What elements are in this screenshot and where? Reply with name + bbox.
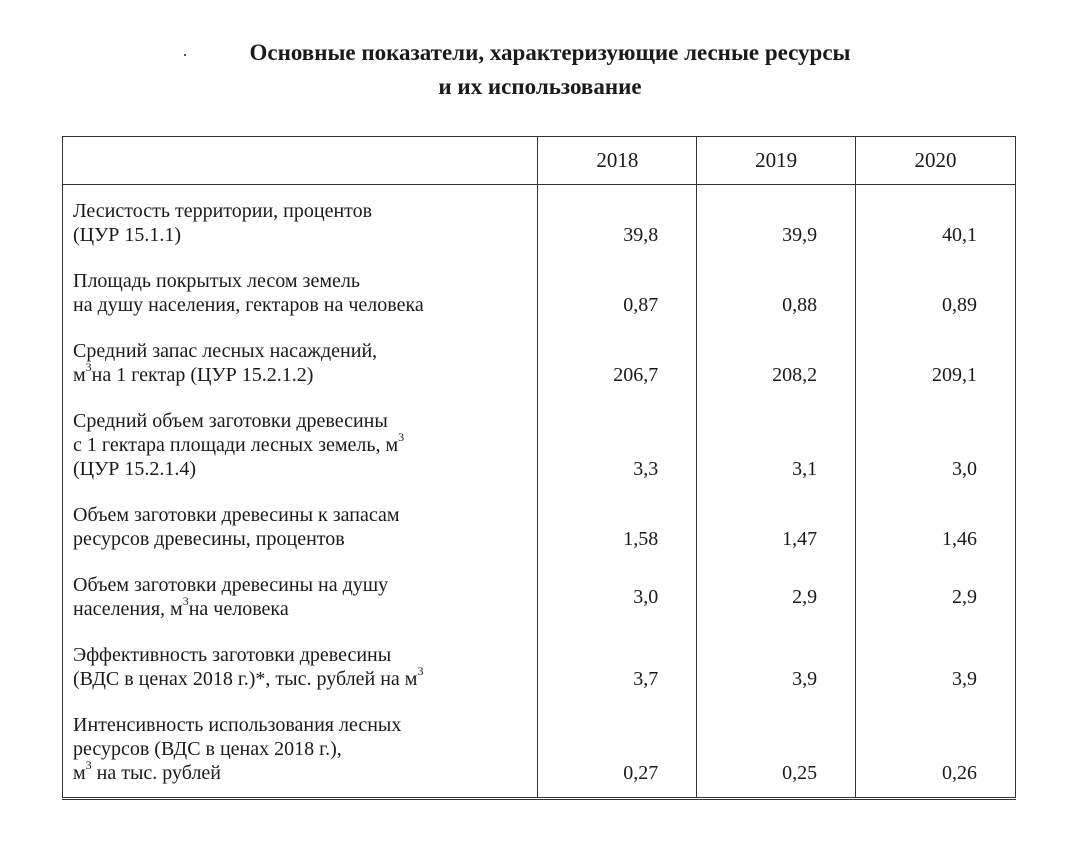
value-2018: 3,0 xyxy=(538,551,697,621)
value-2019: 3,1 xyxy=(697,387,856,481)
table-row xyxy=(63,551,1016,621)
value-2020: 40,1 xyxy=(856,185,1016,248)
row-label: Лесистость территории, процентов (ЦУР 15.1.1) xyxy=(73,200,373,246)
value-2018: 0,27 xyxy=(538,691,697,799)
table-row xyxy=(63,317,1016,387)
value-2019: 3,9 xyxy=(697,621,856,691)
row-label: Объем заготовки древесины к запасам ресурсов древесины, процентов xyxy=(73,504,400,550)
table-row xyxy=(63,691,1016,799)
table-row xyxy=(63,247,1016,317)
title-line-1: Основные показатели, характеризующие лесные ресурсы xyxy=(249,40,851,65)
value-2019: 39,9 xyxy=(697,185,856,248)
value-2018: 3,7 xyxy=(538,621,697,691)
value-2020: 209,1 xyxy=(856,317,1016,387)
value-2020: 3,0 xyxy=(856,387,1016,481)
value-2019: 0,25 xyxy=(697,691,856,799)
value-2019: 1,47 xyxy=(697,481,856,551)
value-2019: 2,9 xyxy=(697,551,856,621)
title-line-2: и их использование xyxy=(438,74,642,99)
value-2018: 206,7 xyxy=(538,317,697,387)
header-year-2018: 2018 xyxy=(538,137,697,185)
value-2019: 208,2 xyxy=(697,317,856,387)
forest-resources-table xyxy=(62,136,1016,800)
value-2018: 0,87 xyxy=(538,247,697,317)
table-row xyxy=(63,621,1016,691)
row-label: Объем заготовки древесины на душу населения, $м^3на$ человека xyxy=(73,574,389,620)
row-label: Средний запас лесных насаждений, $м^3на$ 1 гектар (ЦУР 15.2.1.2) xyxy=(73,340,378,386)
table-row xyxy=(63,387,1016,481)
header-year-2020: 2020 xyxy=(856,137,1016,185)
value-2018: 3,3 xyxy=(538,387,697,481)
row-label: Эффективность заготовки древесины (ВДС в ценах 2018 г.)*, тыс. рублей на $м^3$ xyxy=(73,644,424,690)
value-2019: 0,88 xyxy=(697,247,856,317)
row-label: Интенсивность использования лесных ресурсов (ВДС в ценах 2018 г.), $м^3$ на тыс. рублей xyxy=(73,714,402,784)
header-empty-cell xyxy=(63,137,538,185)
row-label: Площадь покрытых лесом земель на душу населения, гектаров на человека xyxy=(73,270,424,316)
value-2020: 2,9 xyxy=(856,551,1016,621)
row-label: Средний объем заготовки древесины с 1 гектара площади лесных земель, $м^3$ (ЦУР 15.2.1.4) xyxy=(73,410,405,480)
table-header-row xyxy=(63,137,1016,185)
value-2020: 1,46 xyxy=(856,481,1016,551)
table-row xyxy=(63,185,1016,248)
value-2018: 39,8 xyxy=(538,185,697,248)
header-year-2019: 2019 xyxy=(697,137,856,185)
document-title xyxy=(0,36,1080,104)
value-2020: 0,89 xyxy=(856,247,1016,317)
value-2020: 0,26 xyxy=(856,691,1016,799)
table-row xyxy=(63,481,1016,551)
value-2020: 3,9 xyxy=(856,621,1016,691)
value-2018: 1,58 xyxy=(538,481,697,551)
scan-dot xyxy=(184,54,186,56)
